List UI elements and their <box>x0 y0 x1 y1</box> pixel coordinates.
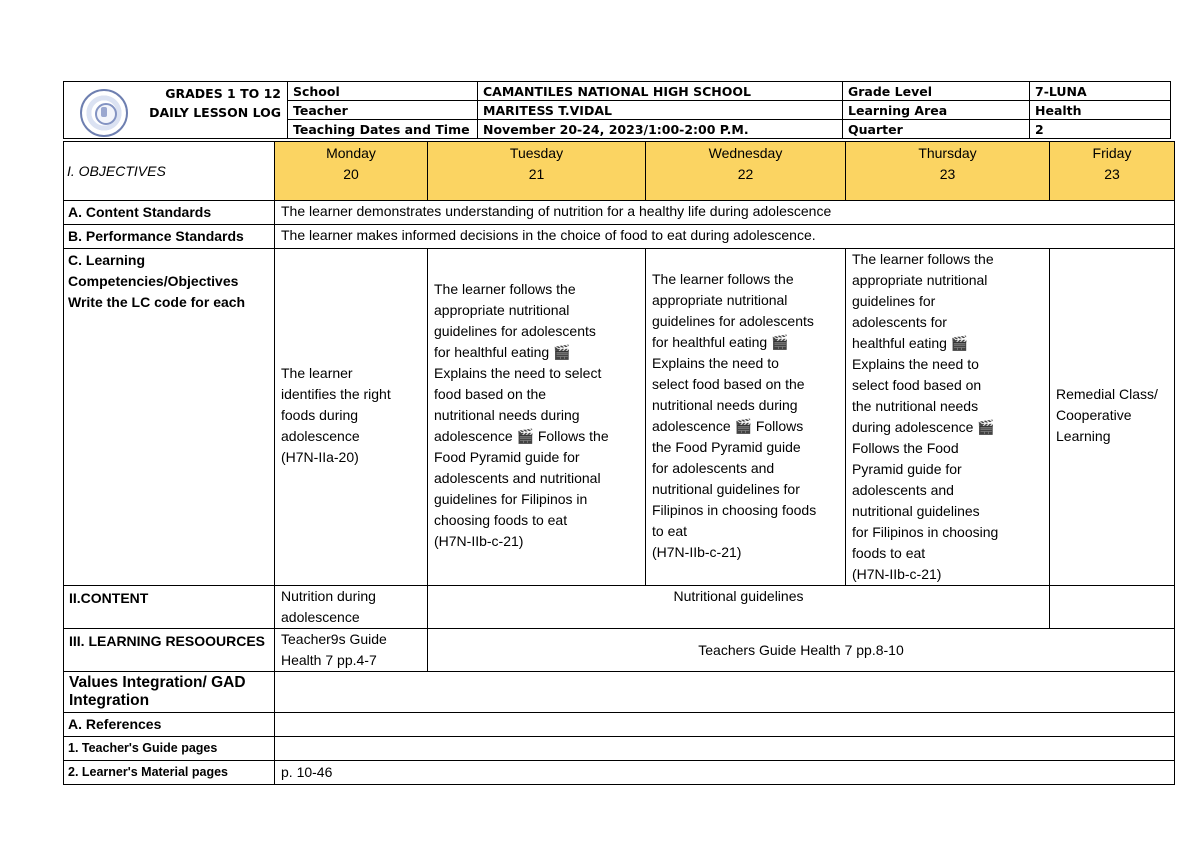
day-name: Wednesday <box>708 145 783 161</box>
teacher-label: Teacher <box>288 101 478 120</box>
values-integration-cell <box>275 672 1175 713</box>
performance-standards-label: B. Performance Standards <box>64 225 275 249</box>
day-date: 20 <box>343 166 359 182</box>
performance-standards-text: The learner makes informed decisions in the choice of food to eat during adolescence. <box>275 225 1175 249</box>
day-name: Friday <box>1092 145 1132 161</box>
grade-level-label: Grade Level <box>843 82 1030 101</box>
teacher-value: MARITESS T.VIDAL <box>478 101 843 120</box>
log-title <box>144 82 288 139</box>
competency-tuesday: The learner follows the appropriate nutritional guidelines for adolescents for healthful eating 🎬 Explains the need to select food based on the nutritional needs during adolescence 🎬 Follows the Food Pyramid guide for adolescents and nutritional guidelines for Filipinos in choosing foods to eat (H7N-IIb-c-21) <box>428 249 646 586</box>
learners-material-pages-label: 2. Learner's Material pages <box>64 761 275 785</box>
competency-thursday: The learner follows the appropriate nutritional guidelines for adolescents for healthful eating 🎬 Explains the need to select food based on the nutritional needs during adolescence 🎬 Follows the Food Pyramid guide for adolescents and nutritional guidelines for Filipinos in choosing foods to eat (H7N-IIb-c-21) <box>846 249 1050 586</box>
title-line-1: GRADES 1 TO 12 <box>165 86 281 101</box>
day-name: Monday <box>326 145 376 161</box>
logo-cell <box>64 82 144 139</box>
competency-friday: Remedial Class/ Cooperative Learning <box>1050 249 1175 586</box>
content-standards-text: The learner demonstrates understanding of nutrition for a healthy life during adolescence <box>275 201 1175 225</box>
header-table <box>63 81 1171 139</box>
content-standards-label: A. Content Standards <box>64 201 275 225</box>
learners-material-pages-value: p. 10-46 <box>275 761 1175 785</box>
competency-monday: The learner identifies the right foods during adolescence (H7N-IIa-20) <box>275 249 428 586</box>
content-friday <box>1050 586 1175 629</box>
resources-label: III. LEARNING RESOOURCES <box>64 629 275 672</box>
day-name: Tuesday <box>509 145 564 161</box>
teachers-guide-pages-cell <box>275 737 1175 761</box>
day-header-monday <box>275 142 428 201</box>
day-date: 22 <box>737 166 754 182</box>
resources-monday: Teacher9s Guide Health 7 pp.4-7 <box>275 629 428 672</box>
day-header-wednesday <box>646 142 846 201</box>
teaching-dates-label: Teaching Dates and Time <box>288 120 478 139</box>
values-integration-label: Values Integration/ GAD Integration <box>64 672 275 713</box>
learning-area-label: Learning Area <box>843 101 1030 120</box>
title-line-2: DAILY LESSON LOG <box>149 105 281 120</box>
school-label: School <box>288 82 478 101</box>
quarter-label: Quarter <box>843 120 1030 139</box>
teachers-guide-pages-label: 1. Teacher's Guide pages <box>64 737 275 761</box>
content-label: II.CONTENT <box>64 586 275 629</box>
teaching-dates-value: November 20-24, 2023/1:00-2:00 P.M. <box>478 120 843 139</box>
deped-seal-logo <box>80 89 128 137</box>
day-header-tuesday <box>428 142 646 201</box>
objectives-heading: I. OBJECTIVES <box>64 142 275 201</box>
references-label: A. References <box>64 713 275 737</box>
day-header-friday <box>1050 142 1175 201</box>
day-date: 21 <box>528 166 545 182</box>
day-name: Thursday <box>918 145 977 161</box>
quarter-value: 2 <box>1030 120 1171 139</box>
day-header-thursday <box>846 142 1050 201</box>
day-date: 23 <box>1104 166 1120 182</box>
grade-level-value: 7-LUNA <box>1030 82 1171 101</box>
lesson-table <box>63 141 1175 785</box>
content-rest: Nutritional guidelines <box>428 586 1050 629</box>
school-value: CAMANTILES NATIONAL HIGH SCHOOL <box>478 82 843 101</box>
content-monday: Nutrition during adolescence <box>275 586 428 629</box>
references-cell <box>275 713 1175 737</box>
learning-area-value: Health <box>1030 101 1171 120</box>
competency-wednesday: The learner follows the appropriate nutritional guidelines for adolescents for healthful eating 🎬 Explains the need to select food based on the nutritional needs during adolescence 🎬 Follows the Food Pyramid guide for adolescents and nutritional guidelines for Filipinos in choosing foods to eat (H7N-IIb-c-21) <box>646 249 846 586</box>
day-date: 23 <box>939 166 956 182</box>
resources-rest: Teachers Guide Health 7 pp.8-10 <box>428 629 1175 672</box>
competencies-label: C. Learning Competencies/Objectives Write the LC code for each <box>64 249 275 586</box>
